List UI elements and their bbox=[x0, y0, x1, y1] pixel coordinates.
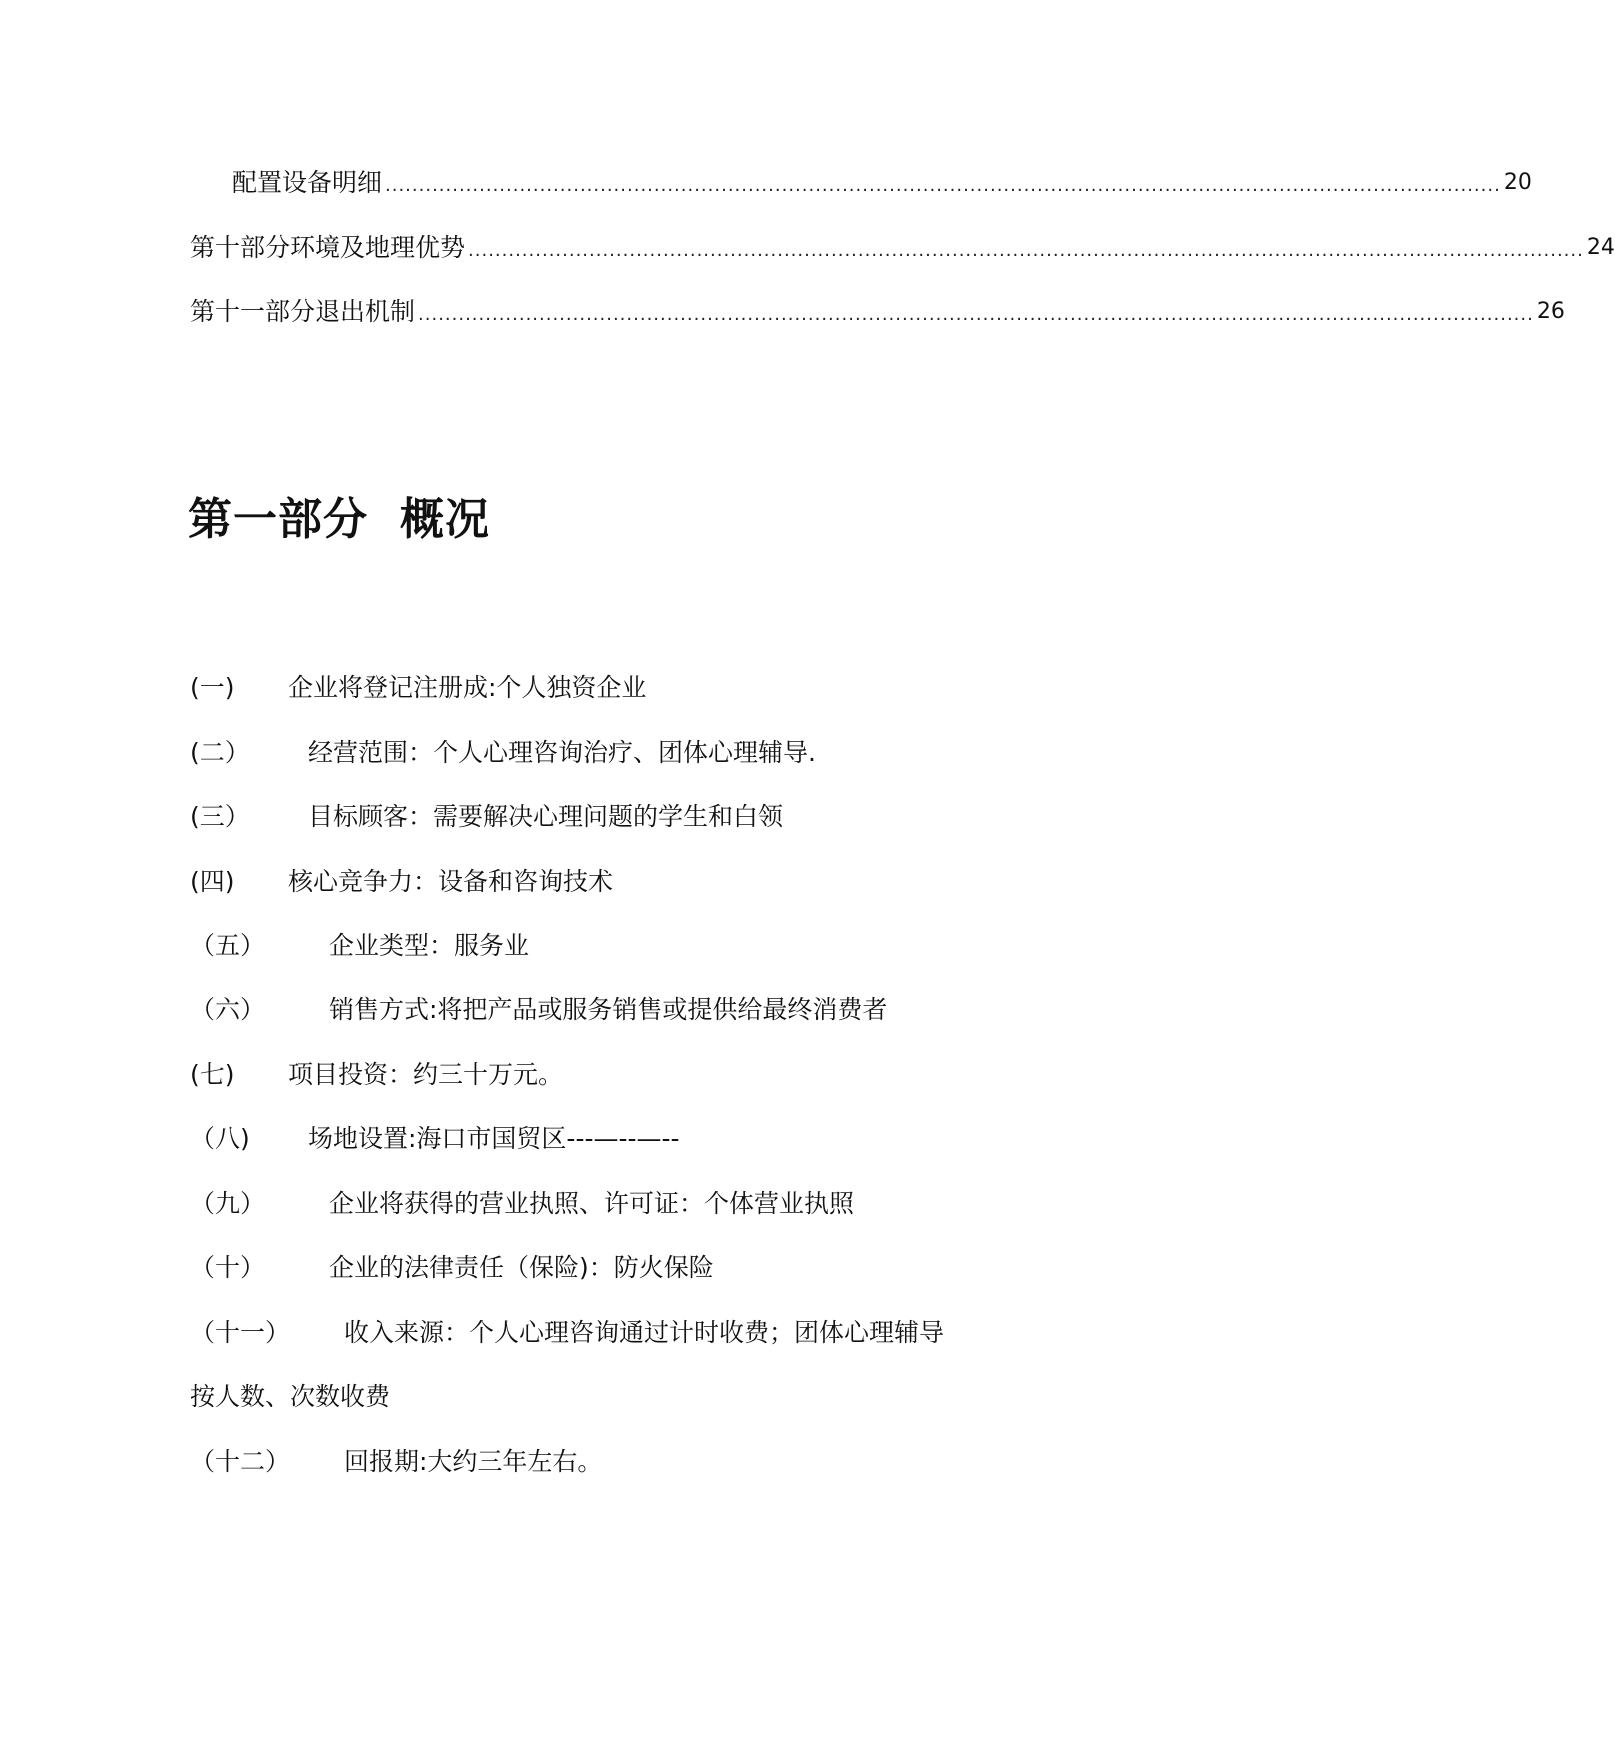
toc-entry-title: 环境及地理优势 bbox=[290, 233, 466, 262]
item-label: （八) bbox=[190, 1124, 250, 1153]
item-text: 项目投资：约三十万元。 bbox=[288, 1060, 564, 1089]
item-text: 收入来源：个人心理咨询通过计时收费；团体心理辅导 bbox=[344, 1318, 945, 1347]
toc-leader-dots: ...................................................................................................................................................................... bbox=[418, 304, 1534, 325]
toc-entry[interactable] bbox=[190, 292, 1565, 332]
item-text: 场地设置:海口市国贸区---—--—-- bbox=[308, 1124, 680, 1153]
item-label: (四) bbox=[190, 867, 235, 896]
list-item bbox=[190, 1442, 603, 1482]
item-label: （十二） bbox=[190, 1447, 291, 1476]
item-text: 经营范围：个人心理咨询治疗、团体心理辅导. bbox=[308, 738, 816, 767]
item-text: 目标顾客：需要解决心理问题的学生和白领 bbox=[308, 802, 784, 831]
item-label: （五） bbox=[190, 931, 266, 960]
section-part: 第一部分 bbox=[188, 494, 368, 545]
toc-entry-title: 配置设备明细 bbox=[232, 168, 383, 197]
list-item bbox=[190, 1184, 855, 1224]
list-item bbox=[190, 926, 530, 966]
item-text: 企业的法律责任（保险)：防火保险 bbox=[329, 1253, 714, 1282]
list-item bbox=[190, 1248, 714, 1288]
toc-leader-dots: ...................................................................................................................................................................... bbox=[385, 175, 1501, 196]
toc-leader-dots: ...................................................................................................................................................................... bbox=[468, 240, 1584, 261]
list-item bbox=[190, 1119, 680, 1159]
list-item-continuation bbox=[190, 1377, 390, 1417]
list-item bbox=[190, 990, 888, 1030]
item-label: （六） bbox=[190, 995, 266, 1024]
toc-entry-page: 26 bbox=[1536, 299, 1565, 324]
toc-entry[interactable] bbox=[232, 163, 1532, 203]
toc-entry-page: 24 bbox=[1586, 235, 1615, 260]
item-text: 企业将获得的营业执照、许可证：个体营业执照 bbox=[329, 1189, 855, 1218]
list-item bbox=[190, 1055, 564, 1095]
item-text: 销售方式:将把产品或服务销售或提供给最终消费者 bbox=[329, 995, 888, 1024]
item-text: 核心竞争力：设备和咨询技术 bbox=[288, 867, 614, 896]
list-item bbox=[190, 797, 784, 837]
item-label: (二） bbox=[190, 738, 250, 767]
item-label: （十） bbox=[190, 1253, 266, 1282]
section-heading bbox=[188, 492, 490, 548]
toc-entry[interactable] bbox=[190, 228, 1615, 268]
item-text: 回报期:大约三年左右。 bbox=[344, 1447, 603, 1476]
list-item bbox=[190, 668, 647, 708]
section-title: 概况 bbox=[400, 494, 490, 545]
toc-entry-title: 退出机制 bbox=[315, 297, 416, 326]
item-label: （十一） bbox=[190, 1318, 291, 1347]
list-item bbox=[190, 1313, 945, 1353]
item-text-continuation: 按人数、次数收费 bbox=[190, 1382, 391, 1411]
item-text: 企业类型：服务业 bbox=[329, 931, 530, 960]
toc-entry-page: 20 bbox=[1503, 170, 1532, 195]
list-item bbox=[190, 733, 816, 773]
item-label: (一) bbox=[190, 673, 235, 702]
list-item bbox=[190, 862, 614, 902]
item-text: 企业将登记注册成:个人独资企业 bbox=[288, 673, 647, 702]
toc-entry-part: 第十一部分 bbox=[190, 297, 316, 326]
toc-entry-part: 第十部分 bbox=[190, 233, 291, 262]
item-label: （九） bbox=[190, 1189, 266, 1218]
item-label: (三） bbox=[190, 802, 250, 831]
item-label: (七) bbox=[190, 1060, 235, 1089]
